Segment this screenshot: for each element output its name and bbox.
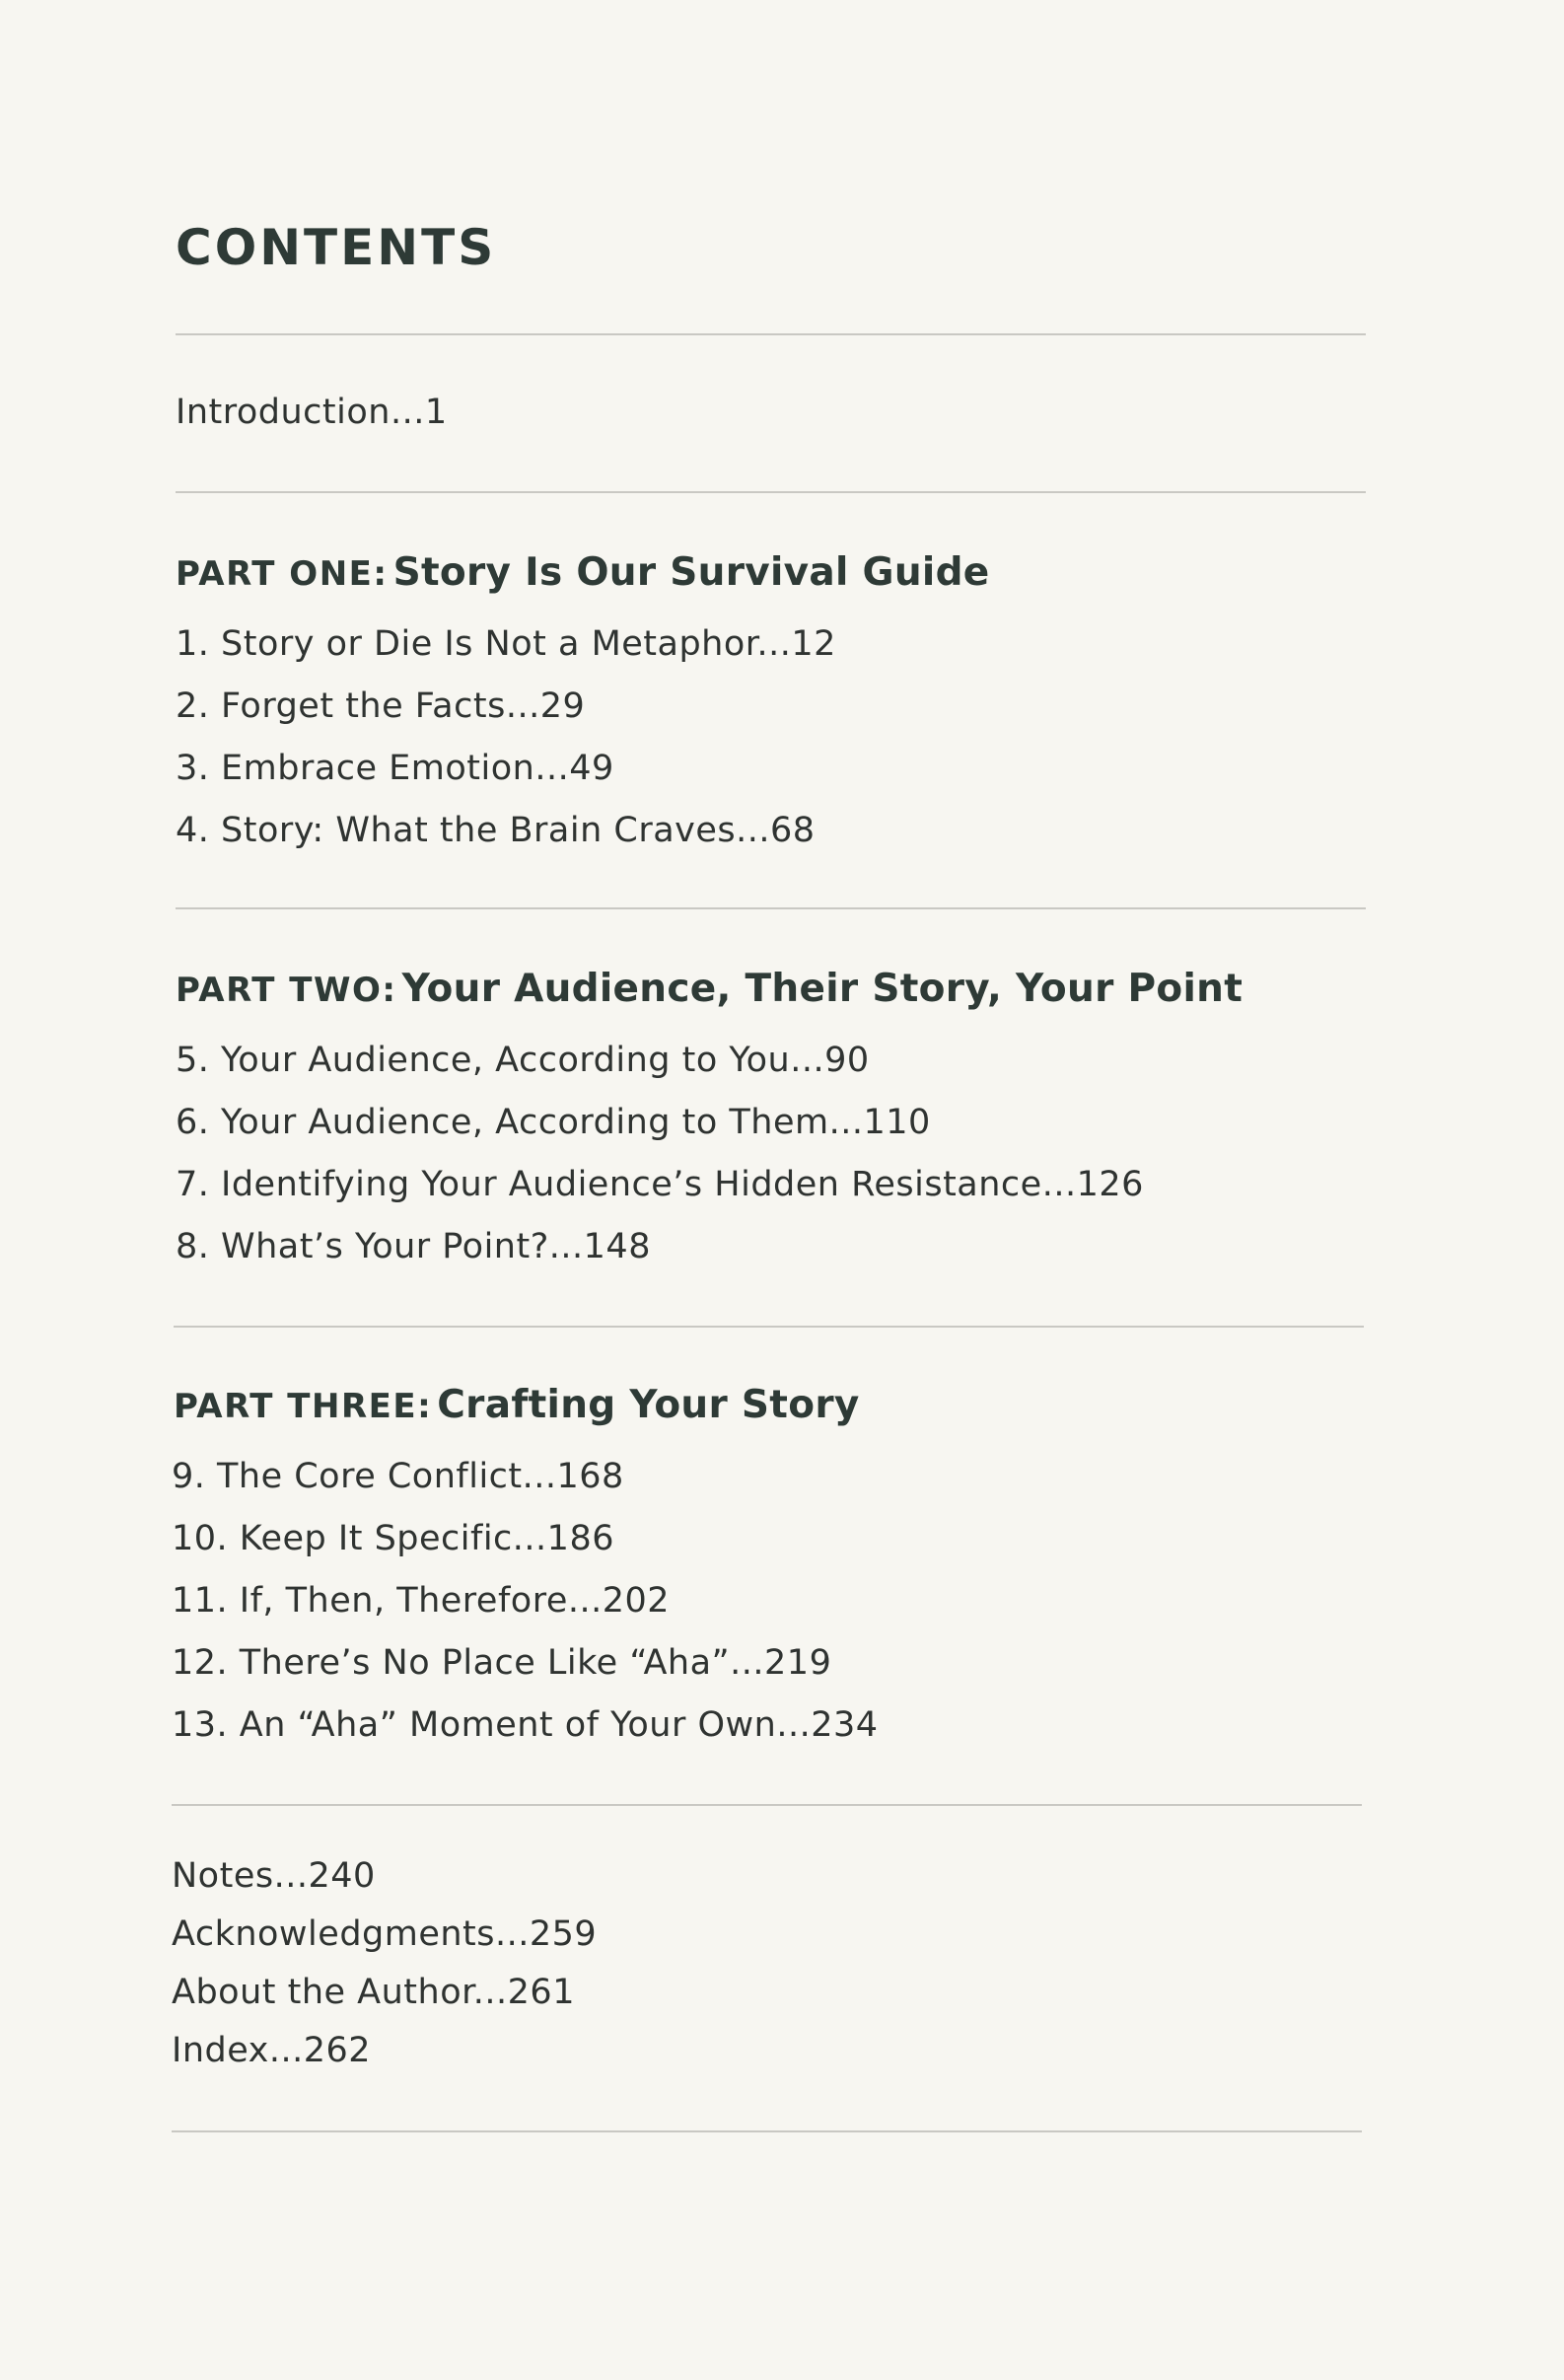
divider [174,1326,1364,1328]
part-heading-two[interactable] [176,967,1243,1011]
toc-entry-chapter[interactable]: 10. Keep It Specific...186 [172,1519,614,1558]
toc-entry-index[interactable]: Index...262 [172,2031,372,2070]
part-title: Your Audience, Their Story, Your Point [401,967,1244,1011]
toc-entry-chapter[interactable]: 6. Your Audience, According to Them...110 [176,1103,931,1142]
toc-entry-chapter[interactable]: 13. An “Aha” Moment of Your Own...234 [172,1705,879,1745]
toc-entry-about-author[interactable]: About the Author...261 [172,1973,575,2012]
toc-entry-introduction[interactable]: Introduction...1 [176,393,448,432]
part-label: PART THREE: [174,1387,433,1426]
part-label: PART TWO: [176,971,397,1010]
toc-entry-chapter[interactable]: 4. Story: What the Brain Craves...68 [176,811,816,850]
page-title: CONTENTS [176,219,497,276]
part-title: Crafting Your Story [437,1383,860,1427]
divider [172,1804,1362,1806]
toc-entry-chapter[interactable]: 12. There’s No Place Like “Aha”...219 [172,1643,832,1683]
toc-entry-chapter[interactable]: 11. If, Then, Therefore...202 [172,1581,671,1621]
toc-entry-chapter[interactable]: 5. Your Audience, According to You...90 [176,1041,870,1080]
toc-entry-chapter[interactable]: 2. Forget the Facts...29 [176,686,586,726]
divider [176,907,1366,909]
part-title: Story Is Our Survival Guide [392,550,990,595]
divider [176,491,1366,493]
toc-entry-chapter[interactable]: 7. Identifying Your Audience’s Hidden Resistance...126 [176,1165,1144,1204]
toc-entry-notes[interactable]: Notes...240 [172,1856,376,1896]
part-heading-three[interactable] [174,1383,860,1427]
part-heading-one[interactable] [176,550,990,595]
divider [172,2130,1362,2132]
toc-entry-chapter[interactable]: 1. Story or Die Is Not a Metaphor...12 [176,624,836,664]
toc-entry-chapter[interactable]: 3. Embrace Emotion...49 [176,749,614,788]
divider [176,333,1366,335]
toc-entry-chapter[interactable]: 8. What’s Your Point?...148 [176,1227,651,1266]
toc-entry-acknowledgments[interactable]: Acknowledgments...259 [172,1914,598,1954]
part-label: PART ONE: [176,554,389,594]
toc-entry-chapter[interactable]: 9. The Core Conflict...168 [172,1457,624,1496]
